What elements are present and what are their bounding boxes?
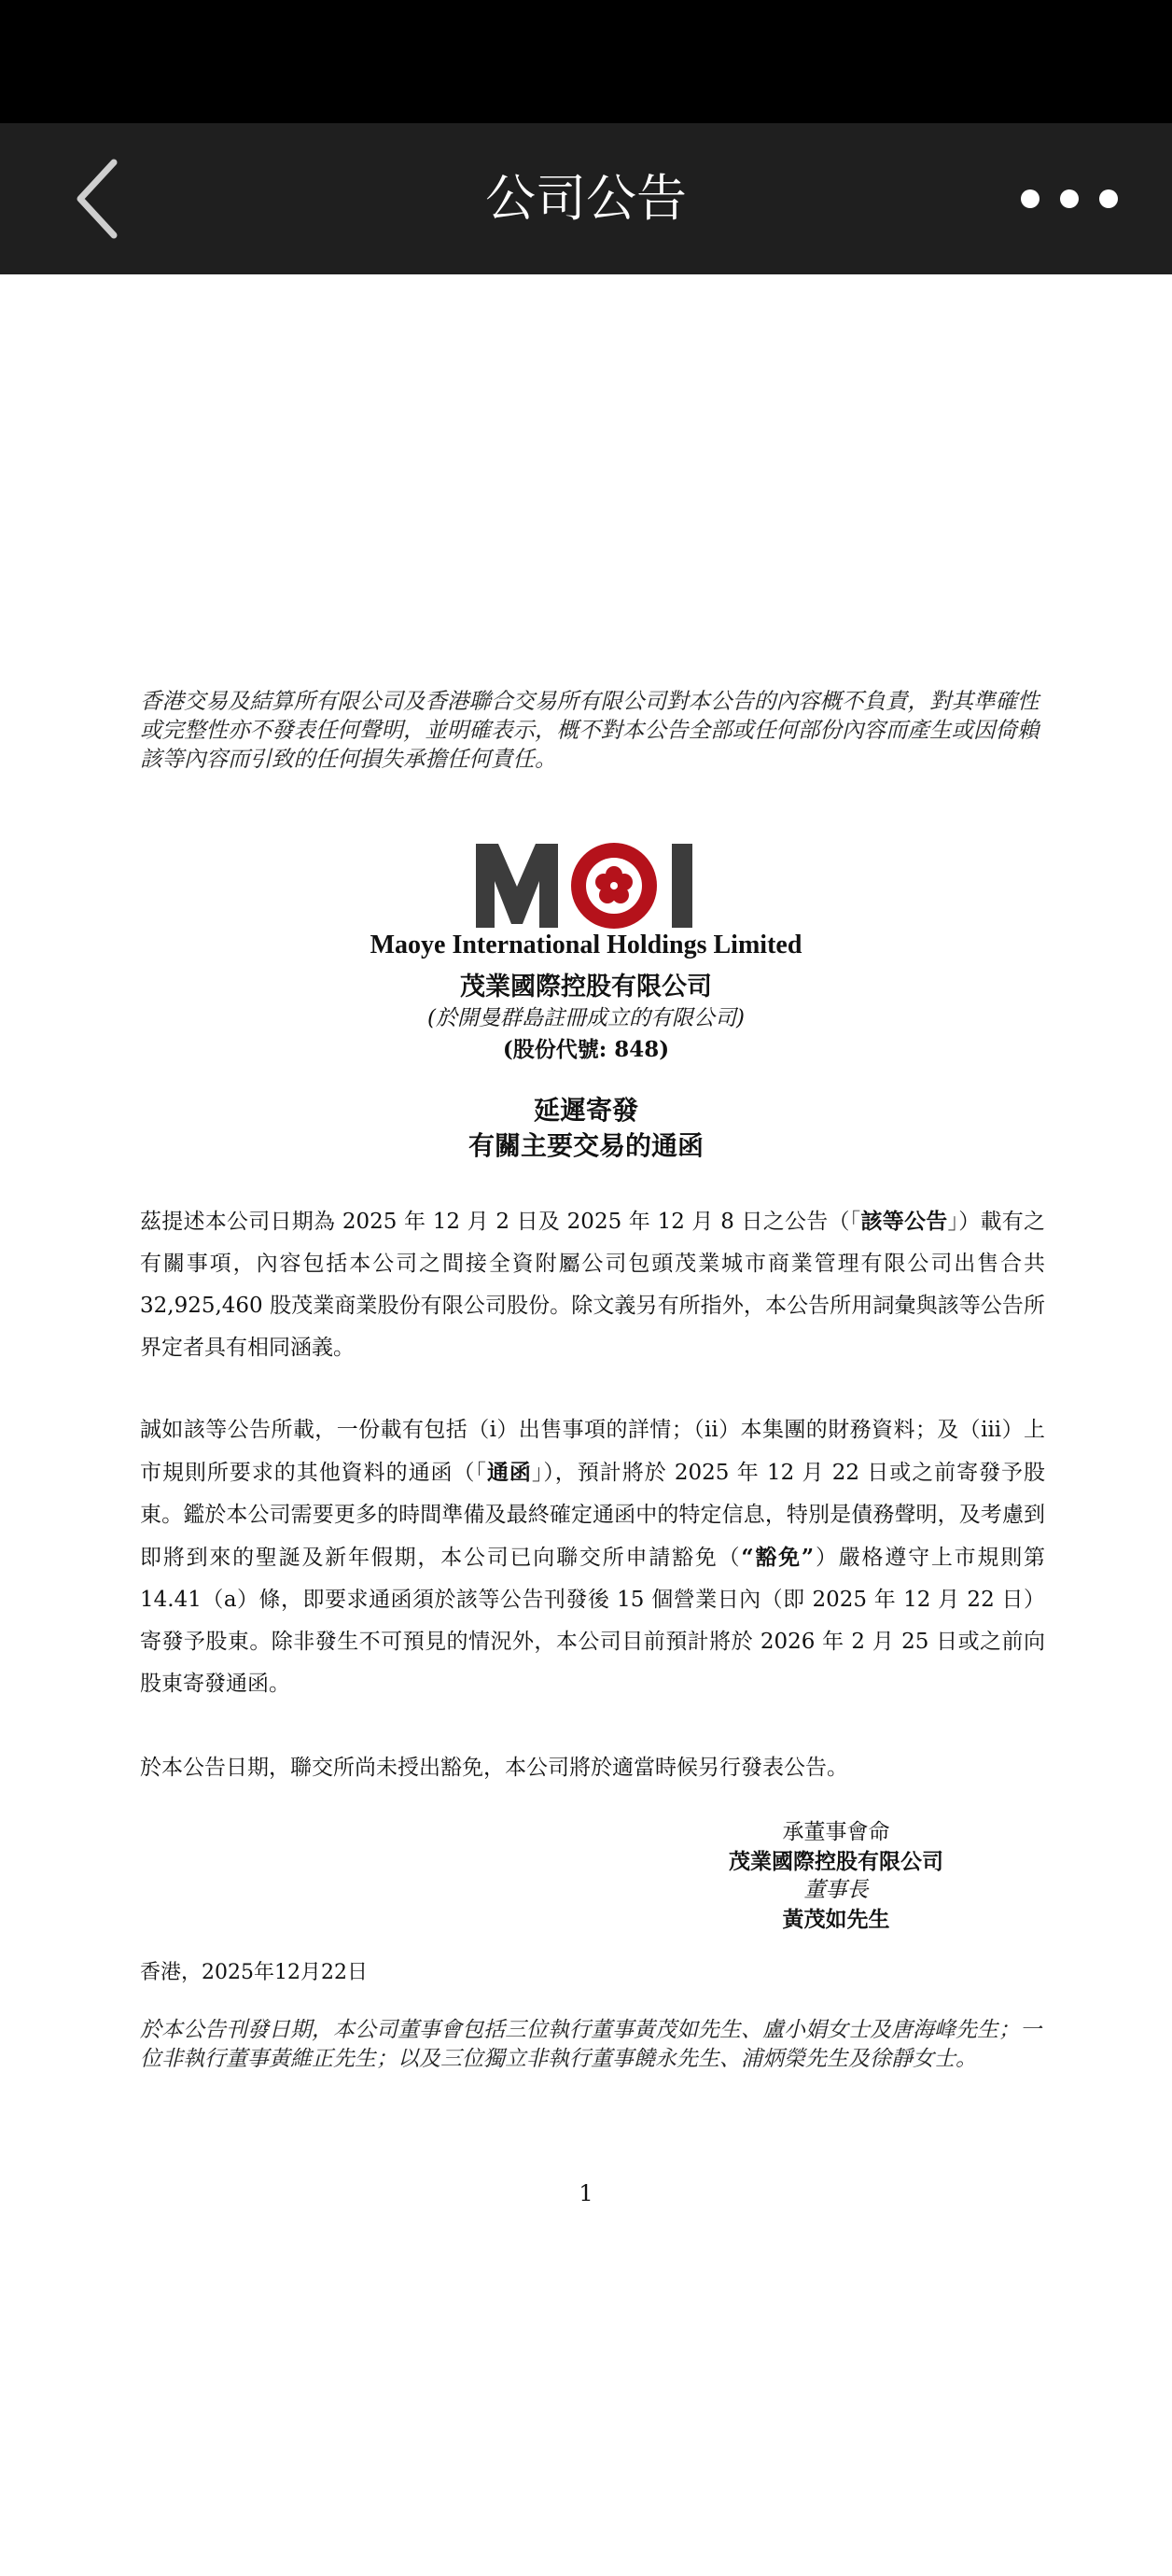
moi-logo xyxy=(474,840,698,930)
nav-bar xyxy=(0,123,1172,274)
defined-term: 通函 xyxy=(486,1460,532,1485)
paragraph-1 xyxy=(140,1200,1045,1369)
stock-code: (股份代號: 848) xyxy=(502,1037,670,1062)
page-title: 公司公告 xyxy=(485,169,687,228)
company-name-english: Maoye International Holdings Limited xyxy=(370,931,802,959)
more-dot xyxy=(1099,189,1118,208)
defined-term: 該等公告 xyxy=(860,1209,948,1234)
status-bar xyxy=(0,0,1172,123)
incorporation-note: (於開曼群島註冊成立的有限公司) xyxy=(427,1006,745,1030)
company-logo xyxy=(0,840,1172,930)
paragraph-1-part-a: 茲提述本公司日期為 2025 年 12 月 2 日及 2025 年 12 月 8 日之公告（「 xyxy=(140,1210,861,1234)
announcement-heading-line2: 有關主要交易的通函 xyxy=(467,1130,704,1161)
signature-name: 黃茂如先生 xyxy=(782,1907,890,1932)
more-dot xyxy=(1060,189,1079,208)
company-name-chinese: 茂業國際控股有限公司 xyxy=(460,973,712,1001)
paragraph-1-part-b: 」）載有之有關事項，內容包括本公司之間接全資附屬公司包頭茂業城市商業管理有限公司出售合共 32,925,460 股茂業商業股份有限公司股份。除文義另有所指外，本公告所用詞彙與該等公告所界定者具有相同涵義。 xyxy=(140,1210,1045,1360)
more-horizontal-icon xyxy=(1021,189,1039,208)
paragraph-2 xyxy=(140,1409,1045,1705)
disclaimer: 香港交易及結算所有限公司及香港聯合交易所有限公司對本公告的內容概不負責，對其準確性或完整性亦不發表任何聲明，並明確表示，概不對本公告全部或任何部份內容而產生或因倚賴該等內容而引致的任何損失承擔任何責任。 xyxy=(140,688,1039,772)
paragraph-2-part-b: 」），預計將於 2025 年 12 月 22 日或之前寄發予股東。鑑於本公司需要更多的時間準備及最終確定通函中的特定信息，特別是債務聲明，及考慮到即將到來的聖誕及新年假期，本公司已向聯交所申請豁免（ xyxy=(140,1461,1046,1570)
paragraph-2-part-a: 誠如該等公告所載，一份載有包括（i）出售事項的詳情；（ii）本集團的財務資料；及（iii）上市規則所要求的其他資料的通函（「 xyxy=(140,1418,1045,1485)
signature-company: 茂業國際控股有限公司 xyxy=(729,1849,943,1874)
more-button[interactable] xyxy=(1021,175,1118,222)
paragraph-3: 於本公告日期，聯交所尚未授出豁免，本公司將於適當時候另行發表公告。 xyxy=(140,1756,848,1780)
signature-block xyxy=(724,1818,948,1934)
announcement-heading-line1: 延遲寄發 xyxy=(533,1095,638,1126)
paragraph-2-part-c: ）嚴格遵守上市規則第 14.41（a）條，即要求通函須於該等公告刊發後 15 個營業日內（即 2025 年 12 月 22 日）寄發予股東。除非發生不可預見的情況外，本公司目前預計將於 2026 年 2 月 25 日或之前向股東寄發通函。 xyxy=(140,1546,1046,1696)
defined-term: “豁免” xyxy=(741,1545,815,1570)
signature-title: 董事長 xyxy=(803,1878,869,1902)
directors-note: 於本公告刊發日期，本公司董事會包括三位執行董事黃茂如先生、盧小娟女士及唐海峰先生；一位非執行董事黃維正先生；以及三位獨立非執行董事饒永先生、浦炳榮先生及徐靜女士。 xyxy=(140,2018,1041,2071)
page-number: 1 xyxy=(579,2180,593,2206)
place-and-date: 香港，2025年12月22日 xyxy=(140,1961,368,1984)
signature-line-1: 承董事會命 xyxy=(782,1820,890,1844)
